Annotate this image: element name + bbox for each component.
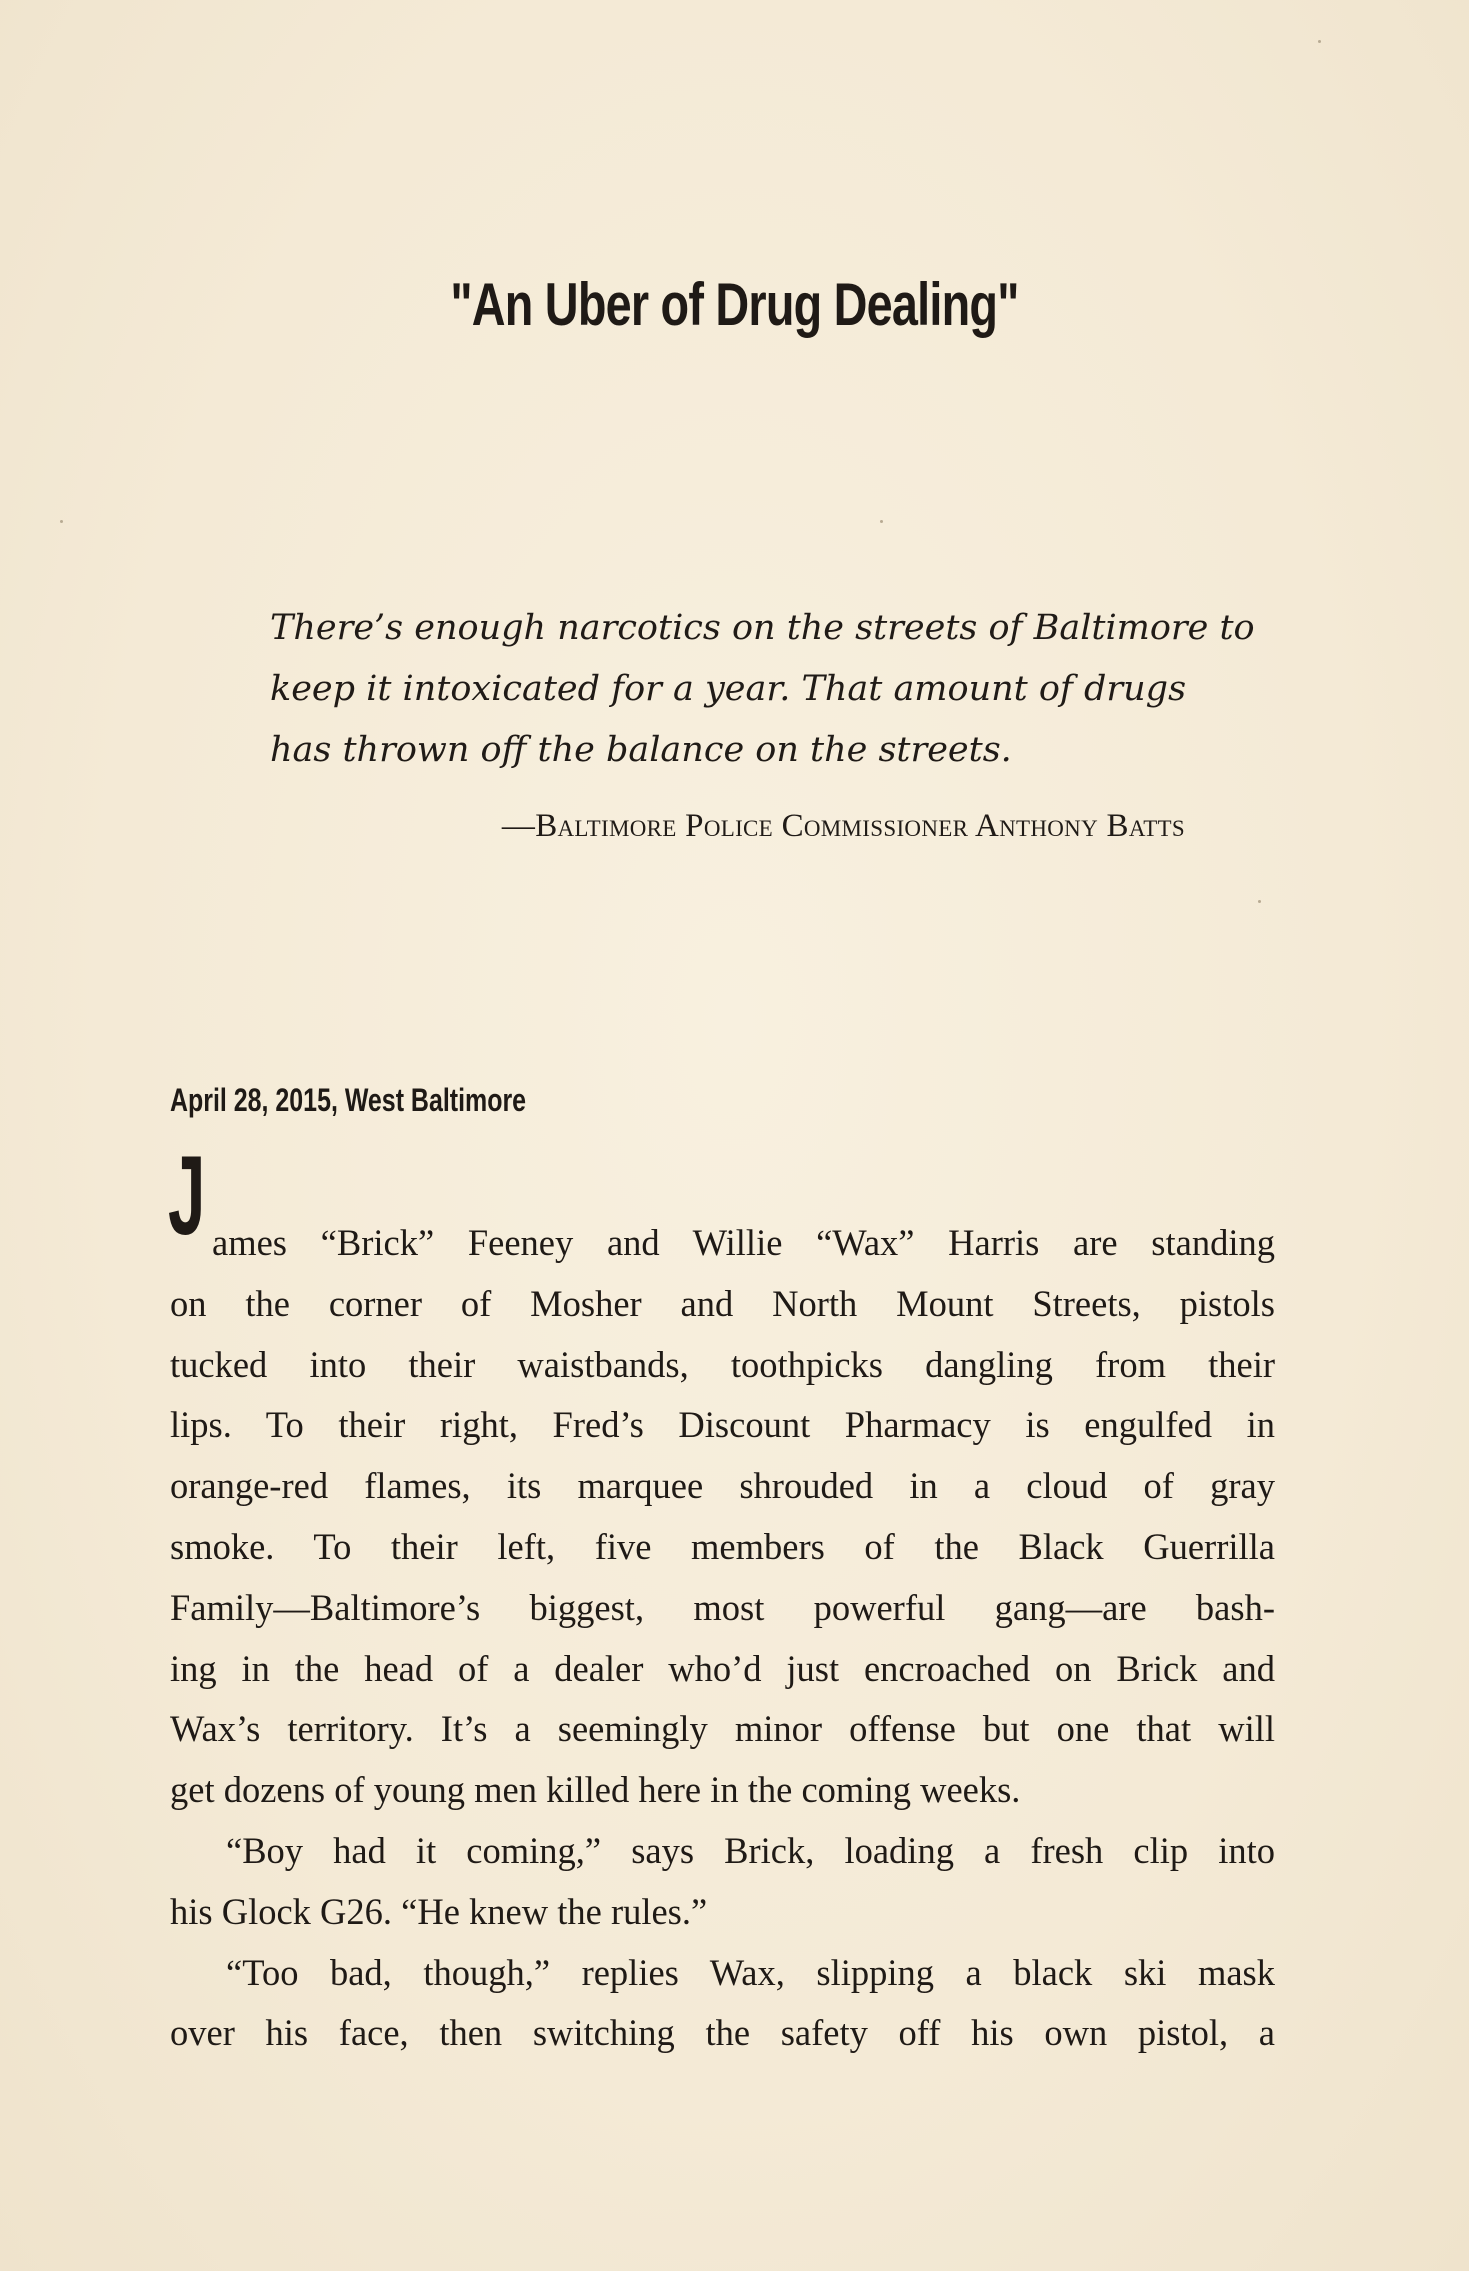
text-line: lips. To their right, Fred’s Discount Pharmacy is engulfed in xyxy=(170,1404,1275,1446)
text-line: smoke. To their left, five members of the Black Guerrilla xyxy=(170,1525,1275,1567)
text-line: over his face, then switching the safety off his own pistol, a xyxy=(170,2012,1275,2054)
text-line: tucked into their waistbands, toothpicks dangling from their xyxy=(170,1343,1275,1385)
paper-speck xyxy=(880,520,883,523)
text-line: orange-red flames, its marquee shrouded in a cloud of gray xyxy=(170,1465,1275,1507)
text-line: Wax’s territory. It’s a seemingly minor offense but one that will xyxy=(170,1708,1275,1750)
text-line: Family—Baltimore’s biggest, most powerful gang—are bash- xyxy=(170,1586,1275,1628)
drop-cap: J xyxy=(168,1133,206,1258)
text-line: his Glock G26. “He knew the rules.” xyxy=(170,1890,708,1932)
body-text xyxy=(170,1213,1275,2064)
epigraph-quote xyxy=(270,598,1255,781)
text-line: ames “Brick” Feeney and Willie “Wax” Harris are standing xyxy=(212,1222,1275,1263)
paragraph-1 xyxy=(170,1213,1275,1821)
text-line: on the corner of Mosher and North Mount Streets, pistols xyxy=(170,1282,1275,1324)
paragraph-3 xyxy=(170,1943,1275,2065)
paper-speck xyxy=(60,520,63,523)
epigraph-attribution: —Baltimore Police Commissioner Anthony Batts xyxy=(501,808,1185,844)
epigraph-line: has thrown off the balance on the streets. xyxy=(270,730,1012,770)
epigraph-line: keep it intoxicated for a year. That amount of drugs xyxy=(270,669,1187,709)
text-line: ing in the head of a dealer who’d just encroached on Brick and xyxy=(170,1647,1275,1689)
dateline: April 28, 2015, West Baltimore xyxy=(170,1082,527,1118)
text-line: “Boy had it coming,” says Brick, loading a fresh clip into xyxy=(226,1829,1275,1871)
epigraph-line: There’s enough narcotics on the streets of Baltimore to xyxy=(270,608,1255,648)
chapter-title: "An Uber of Drug Dealing" xyxy=(450,271,1019,338)
paper-speck xyxy=(1318,40,1321,43)
paper-speck xyxy=(1258,900,1261,903)
paragraph-2 xyxy=(170,1821,1275,1943)
text-line: “Too bad, though,” replies Wax, slipping a black ski mask xyxy=(226,1951,1275,1993)
text-line: get dozens of young men killed here in the coming weeks. xyxy=(170,1769,1021,1811)
